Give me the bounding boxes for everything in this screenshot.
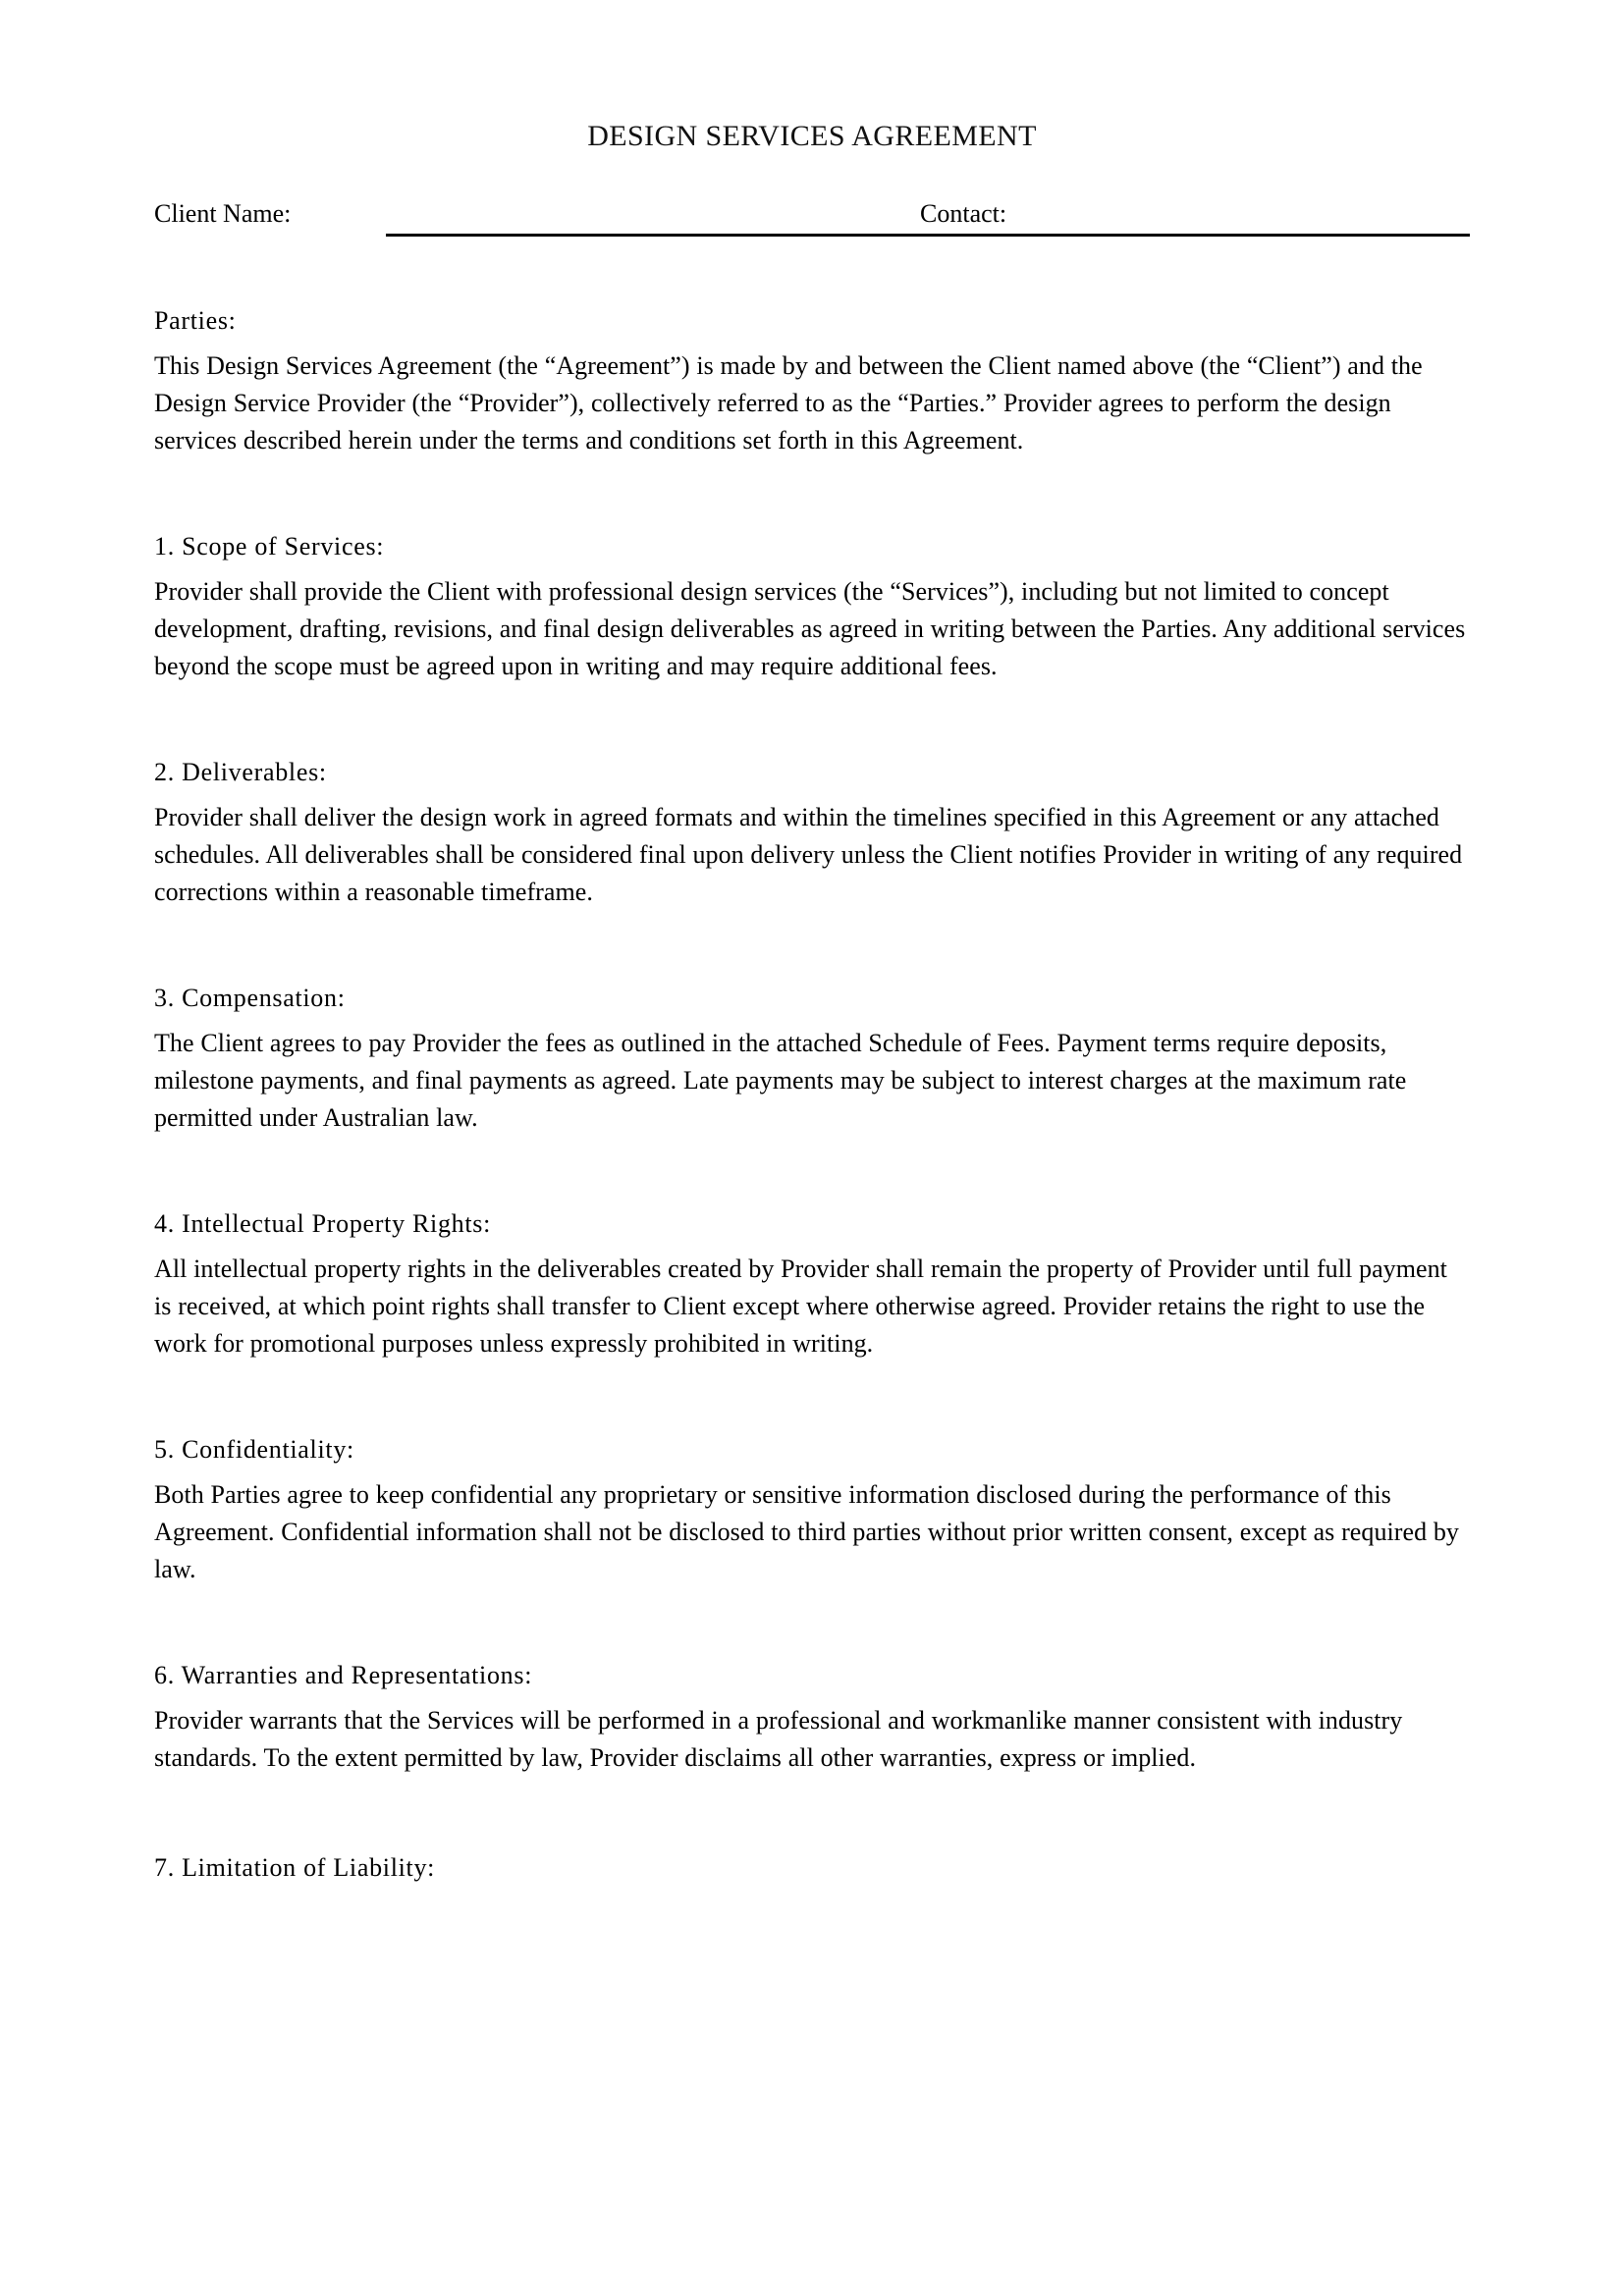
section-paragraph: Provider warrants that the Services will be performed in a professional and workmanlike manner consistent with industry standards. To the extent permitted by law, Provider disclaims all other warranties, express or implied. — [154, 1706, 1403, 1772]
section-scope-of-services — [154, 528, 1470, 685]
section-warranties-and-representations — [154, 1657, 1470, 1777]
section-heading: 6. Warranties and Representations: — [154, 1661, 533, 1689]
section-heading: Parties: — [154, 306, 237, 335]
section-limitation-of-liability — [154, 1849, 1470, 1887]
section-heading: 2. Deliverables: — [154, 758, 327, 786]
section-heading: 7. Limitation of Liability: — [154, 1853, 436, 1882]
section-paragraph: Provider shall deliver the design work in agreed formats and within the timelines specified in this Agreement or any attached schedules. All deliverables shall be considered final upon delivery unless the Client notifies Provider in writing of any required corrections within a reasonable timeframe. — [154, 803, 1463, 906]
section-paragraph: The Client agrees to pay Provider the fees as outlined in the attached Schedule of Fees. Payment terms require deposits, milestone payments, and final payments as agreed. Late payments may be subject to interest charges at the maximum rate permitted under Australian law. — [154, 1029, 1407, 1132]
document-body — [154, 0, 1470, 1895]
contact-label: Contact: — [920, 199, 1007, 228]
section-paragraph: Provider shall provide the Client with professional design services (the “Services”), including but not limited to concept development, drafting, revisions, and final design deliverables as agreed in writing between the Parties. Any additional services beyond the scope must be agreed upon in writing and may require additional fees. — [154, 577, 1466, 680]
section-parties — [154, 302, 1470, 459]
section-deliverables — [154, 754, 1470, 911]
section-paragraph: All intellectual property rights in the deliverables created by Provider shall remain the property of Provider until full payment is received, at which point rights shall transfer to Client except where otherwise agreed. Provider retains the right to use the work for promotional purposes unless expressly prohibited in writing. — [154, 1255, 1447, 1358]
header-fields-underline — [386, 234, 1470, 237]
section-heading: 5. Confidentiality: — [154, 1435, 354, 1464]
section-heading: 3. Compensation: — [154, 984, 346, 1012]
section-heading: 4. Intellectual Property Rights: — [154, 1209, 492, 1238]
section-intellectual-property-rights — [154, 1205, 1470, 1362]
section-paragraph: Both Parties agree to keep confidential any proprietary or sensitive information disclosed during the performance of this Agreement. Confidential information shall not be disclosed to third parties without prior written consent, except as required by law. — [154, 1480, 1459, 1583]
page-title: DESIGN SERVICES AGREEMENT — [587, 120, 1037, 152]
section-confidentiality — [154, 1431, 1470, 1588]
client-name-label: Client Name: — [154, 199, 292, 228]
section-paragraph: This Design Services Agreement (the “Agreement”) is made by and between the Client named above (the “Client”) and the Design Service Provider (the “Provider”), collectively referred to as the “Parties.” Provider agrees to perform the design services described herein under the terms and conditions set forth in this Agreement. — [154, 351, 1423, 454]
header-fields-row — [154, 198, 1470, 243]
section-heading: 1. Scope of Services: — [154, 532, 385, 561]
section-compensation — [154, 980, 1470, 1137]
